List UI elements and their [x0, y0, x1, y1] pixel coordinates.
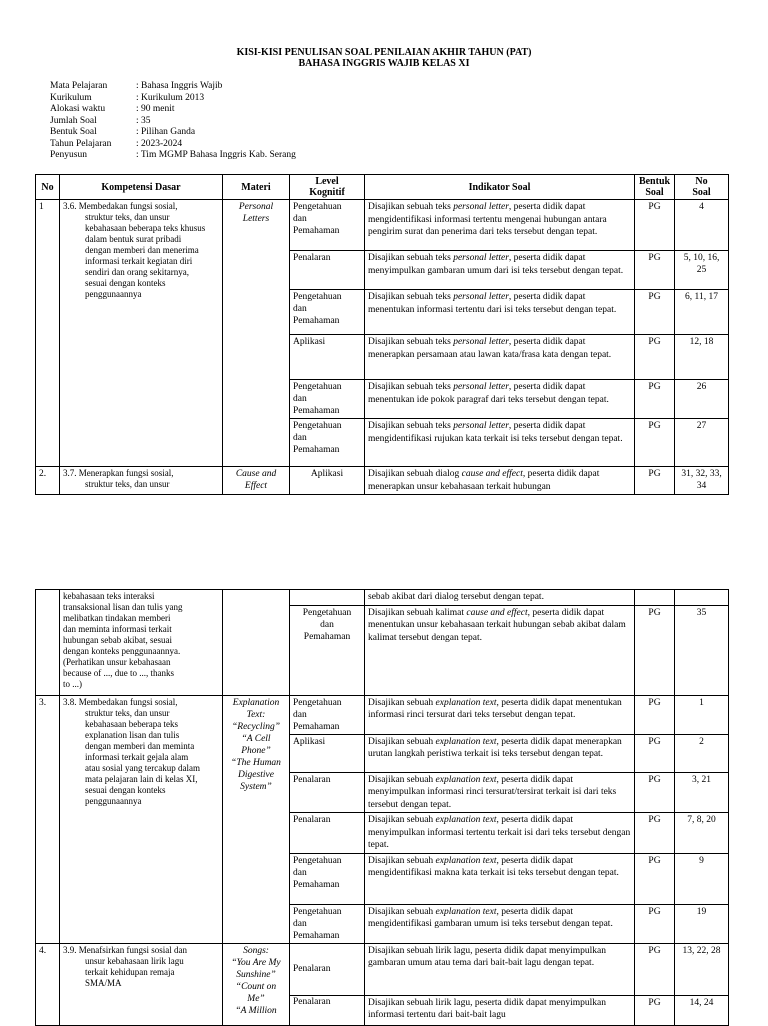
- bentuk-soal-cell: PG: [635, 200, 675, 251]
- no-soal-cell: 9: [675, 853, 729, 904]
- no-soal-cell: [675, 590, 729, 606]
- level-kognitif-cell: [290, 695, 365, 734]
- kd-text: Membedakan fungsi sosial,: [78, 201, 178, 211]
- level-text: Pengetahuan: [293, 421, 342, 431]
- kd-text: unsur kebahasaan lirik lagu: [85, 955, 184, 966]
- indikator-cell: [365, 251, 635, 290]
- indikator-italic: personal letter: [453, 337, 509, 347]
- no-soal-cell: 2: [675, 734, 729, 772]
- kd-text: transaksional lisan dan tulis yang: [63, 602, 183, 612]
- indikator-italic: explanation text: [435, 697, 497, 708]
- materi-text: “A Million: [235, 1005, 277, 1016]
- level-text: dan: [293, 433, 307, 443]
- indikator-text: , peserta didik dapat menerapkan urutan langkah peristiwa terkait isi teks tersebut dengan tepat.: [368, 736, 622, 759]
- level-text: Pemahaman: [293, 406, 340, 416]
- meta-row: [50, 127, 296, 139]
- kd-text: struktur teks, dan unsur: [85, 479, 170, 489]
- materi-cell: [223, 200, 290, 467]
- kd-text: struktur teks, dan unsur: [85, 707, 170, 718]
- indikator-cell: [365, 734, 635, 772]
- level-text: Pengetahuan: [293, 202, 342, 212]
- indikator-text: , peserta didik dapat mengidentifikasi informasi tertentu mengenai hubungan antara pengirim surat dan penerima dari teks tersebut dengan tepat.: [368, 202, 607, 237]
- no-soal-cell: 3, 21: [675, 772, 729, 813]
- indikator-italic: explanation text: [435, 774, 497, 785]
- level-text: Pemahaman: [293, 226, 340, 236]
- col-no: No: [36, 175, 60, 200]
- materi-text: “The Human: [231, 757, 281, 768]
- materi-text: Phone”: [241, 745, 271, 756]
- kd-text: sesuai dengan konteks: [85, 278, 166, 288]
- kd-text: Menafsirkan fungsi sosial dan: [78, 944, 187, 955]
- level-kognitif-cell: [290, 380, 365, 419]
- kd-text: mata pelajaran lain di kelas XI,: [85, 773, 198, 784]
- kd-first-line: [63, 697, 177, 707]
- level-text: dan: [293, 918, 307, 929]
- kd-text: to ...): [63, 679, 82, 689]
- meta-row: [50, 139, 296, 151]
- level-text: Pemahaman: [293, 445, 340, 455]
- kd-text: struktur teks, dan unsur: [85, 212, 170, 222]
- indikator-text: , peserta didik dapat menyimpulkan informasi rinci tersurat/tersirat terkait isi dari teks tersebut dengan tepat.: [368, 774, 617, 810]
- kd-text: dalam bentuk surat pribadi: [85, 234, 182, 244]
- indikator-text: Disajikan sebuah teks: [368, 337, 454, 347]
- kompetensi-dasar-cell: [60, 467, 223, 495]
- indikator-cell: [365, 813, 635, 854]
- level-text: Penalaran: [293, 253, 331, 263]
- indikator-text: Disajikan sebuah teks: [368, 202, 454, 212]
- no-soal-cell: 26: [675, 380, 729, 419]
- indikator-cell: [365, 995, 635, 1025]
- meta-value: : Bahasa Inggris Wajib: [136, 81, 223, 91]
- no-soal-cell: 31, 32, 33, 34: [675, 467, 729, 495]
- kd-text: informasi terkait kegiatan diri: [85, 256, 193, 266]
- kompetensi-dasar-cell: [60, 695, 223, 943]
- indikator-text: , peserta didik dapat menerapkan persamaan atau lawan kata/frasa kata dengan tepat.: [368, 337, 612, 360]
- indikator-italic: explanation text: [435, 855, 497, 866]
- indikator-italic: personal letter: [453, 202, 509, 212]
- kd-text: kebahasaan beberapa teks khusus: [85, 223, 206, 233]
- indikator-italic: personal letter: [453, 253, 509, 263]
- indikator-cell: [365, 419, 635, 467]
- no-soal-cell: 13, 22, 28: [675, 943, 729, 995]
- kd-first-line: [63, 468, 173, 478]
- kd-text: penggunaannya: [85, 795, 142, 806]
- materi-text: “Recycling”: [231, 721, 280, 732]
- kd-text: atau sosial yang tercakup dalam: [85, 762, 200, 773]
- table-row: [36, 590, 729, 606]
- kd-number: 3.8.: [63, 696, 79, 707]
- meta-value: : Pilihan Ganda: [136, 127, 196, 137]
- level-text: Penalaran: [293, 996, 331, 1007]
- level-text: Penalaran: [293, 774, 331, 785]
- materi-cell: [223, 695, 290, 943]
- indikator-text: , peserta didik dapat menentukan unsur kebahasaan terkait hubungan sebab akibat dalam kalimat tersebut dengan tepat.: [368, 607, 626, 643]
- meta-value: : 2023-2024: [136, 138, 183, 149]
- indikator-cell: [365, 290, 635, 335]
- indikator-italic: cause and effect: [466, 607, 528, 618]
- meta-key: Alokasi waktu: [50, 104, 106, 114]
- document-title: KISI-KISI PENULISAN SOAL PENILAIAN AKHIR TAHUN (PAT): [236, 47, 532, 58]
- meta-value: : Tim MGMP Bahasa Inggris Kab. Serang: [136, 150, 296, 160]
- kd-first-line: [63, 201, 177, 211]
- level-kognitif-cell: [290, 290, 365, 335]
- level-kognitif-cell: [290, 772, 365, 813]
- materi-text: Effect: [244, 481, 268, 491]
- level-text: dan: [293, 709, 307, 720]
- kd-number: 3.7.: [63, 468, 79, 478]
- no-soal-cell: 19: [675, 904, 729, 943]
- bentuk-soal-cell: PG: [635, 380, 675, 419]
- table-row: [36, 200, 729, 251]
- level-text: Aplikasi: [293, 337, 326, 347]
- level-text: Aplikasi: [310, 469, 344, 479]
- bentuk-soal-cell: PG: [635, 251, 675, 290]
- level-text: Pengetahuan: [293, 697, 342, 708]
- meta-value: : 35: [136, 115, 151, 126]
- table-row: [36, 467, 729, 495]
- kd-text: explanation lisan dan tulis: [85, 729, 180, 740]
- indikator-text: Disajikan sebuah kalimat: [368, 607, 467, 618]
- materi-text: Digestive: [238, 769, 274, 780]
- level-kognitif-cell: [290, 734, 365, 772]
- no-soal-cell: 6, 11, 17: [675, 290, 729, 335]
- materi-text: Cause and: [235, 469, 277, 479]
- indikator-text: Disajikan sebuah: [368, 736, 436, 747]
- meta-value: : 90 menit: [136, 104, 175, 114]
- kd-text: kebahasaan teks interaksi: [63, 591, 155, 601]
- indikator-text: Disajikan sebuah: [368, 774, 436, 785]
- level-text: Penalaran: [293, 963, 331, 974]
- meta-info: [50, 81, 296, 162]
- kompetensi-dasar-cell: [60, 590, 223, 696]
- indikator-text: Disajikan sebuah: [368, 855, 436, 866]
- no-soal-cell: 27: [675, 419, 729, 467]
- indikator-italic: explanation text: [435, 736, 497, 747]
- indikator-text: , peserta didik dapat mengidentifikasi makna kata terkait isi teks tersebut dengan tepat.: [368, 855, 619, 878]
- meta-value: : Kurikulum 2013: [136, 92, 205, 103]
- indikator-cell: [365, 695, 635, 734]
- materi-text: Text:: [246, 709, 266, 720]
- level-text: Pengetahuan: [302, 607, 352, 618]
- meta-key: Jumlah Soal: [50, 115, 97, 126]
- level-text: Pemahaman: [303, 631, 351, 642]
- kd-number: 3.9.: [63, 944, 79, 955]
- no-soal-cell: 12, 18: [675, 335, 729, 380]
- indikator-text: Disajikan sebuah dialog: [368, 469, 462, 479]
- kompetensi-dasar-cell: [60, 943, 223, 1025]
- indikator-cell: [365, 467, 635, 495]
- bentuk-soal-cell: PG: [635, 335, 675, 380]
- col-materi: Materi: [223, 175, 290, 200]
- col-kompetensi-dasar: Kompetensi Dasar: [60, 175, 223, 200]
- indikator-text: , peserta didik dapat mengidentifikasi gambaran umum isi teks tersebut dengan tepat.: [368, 906, 613, 929]
- level-kognitif-cell: [290, 904, 365, 943]
- bentuk-soal-cell: PG: [635, 943, 675, 995]
- kd-text: sendiri dan orang sekitarnya,: [85, 267, 189, 277]
- indikator-cell: [365, 943, 635, 995]
- indikator-italic: personal letter: [453, 382, 509, 392]
- level-text: dan: [293, 214, 307, 224]
- level-text: Pemahaman: [293, 930, 340, 941]
- indikator-text: , peserta didik dapat menerapkan unsur kebahasaan terkait hubungan: [368, 469, 600, 492]
- level-text: Pemahaman: [293, 879, 340, 890]
- level-text: Aplikasi: [293, 736, 326, 747]
- indikator-italic: cause and effect: [461, 469, 523, 479]
- level-text: Pengetahuan: [293, 906, 342, 917]
- kd-text: SMA/MA: [85, 977, 122, 988]
- level-kognitif-cell: [290, 813, 365, 854]
- indikator-text: Disajikan sebuah teks: [368, 382, 454, 392]
- level-text: Pengetahuan: [293, 855, 342, 866]
- no-soal-cell: 4: [675, 200, 729, 251]
- kd-text: penggunaannya: [85, 289, 142, 299]
- col-bentuk-soal: Bentuk Soal: [635, 175, 675, 200]
- indikator-text: Disajikan sebuah teks: [368, 292, 454, 302]
- bentuk-soal-cell: PG: [635, 419, 675, 467]
- bentuk-soal-cell: [635, 590, 675, 606]
- materi-text: Sunshine”: [236, 969, 276, 980]
- indikator-italic: explanation text: [435, 815, 497, 825]
- level-text: Pemahaman: [293, 721, 340, 732]
- level-text: dan: [320, 619, 334, 630]
- kd-text: Membedakan fungsi sosial,: [78, 696, 178, 707]
- indikator-text: , peserta didik dapat menyimpulkan informasi tertentu terkait isi dari teks tersebut dengan tepat.: [368, 815, 631, 850]
- kisi-table-page1: [35, 174, 729, 495]
- col-level-kognitif: Level Kognitif: [290, 175, 365, 200]
- indikator-text: Disajikan sebuah lirik lagu, peserta didik dapat menyimpulkan gambaran umum atau tema dari bait-bait lagu dengan tepat.: [368, 945, 606, 968]
- no-soal-cell: 5, 10, 16, 25: [675, 251, 729, 290]
- no-soal-cell: 35: [675, 605, 729, 695]
- meta-key: Tahun Pelajaran: [50, 138, 112, 149]
- materi-text: “You Are My: [231, 957, 281, 968]
- col-indikator-soal: Indikator Soal: [365, 175, 635, 200]
- level-text: dan: [293, 304, 307, 314]
- level-kognitif-cell: [290, 251, 365, 290]
- level-text: dan: [293, 394, 307, 404]
- kd-text: because of ..., due to ..., thanks: [63, 668, 174, 678]
- bentuk-soal-cell: PG: [635, 813, 675, 854]
- row-number: 2.: [36, 467, 60, 495]
- materi-text: Personal: [238, 202, 274, 212]
- table-row: [36, 695, 729, 734]
- kd-text: hubungan sebab akibat, sesuai: [63, 635, 172, 645]
- materi-text: System”: [240, 781, 272, 792]
- kd-first-line: [63, 945, 187, 955]
- meta-row: [50, 150, 296, 162]
- bentuk-soal-cell: PG: [635, 605, 675, 695]
- indikator-text: , peserta didik dapat menentukan informasi rinci tersurat dari teks tersebut dengan tepat.: [368, 697, 622, 720]
- no-soal-cell: 1: [675, 695, 729, 734]
- indikator-cell: [365, 335, 635, 380]
- kd-text: dengan memberi dan meminta: [85, 740, 195, 751]
- kd-text: terkait kehidupan remaja: [85, 966, 175, 977]
- bentuk-soal-cell: PG: [635, 734, 675, 772]
- meta-key: Mata Pelajaran: [50, 81, 108, 91]
- level-kognitif-cell: [290, 467, 365, 495]
- level-kognitif-cell: [290, 335, 365, 380]
- materi-cell: [223, 467, 290, 495]
- indikator-cell: [365, 380, 635, 419]
- level-kognitif-cell: [290, 590, 365, 606]
- no-soal-cell: 14, 24: [675, 995, 729, 1025]
- kisi-table-page2: [35, 589, 729, 1026]
- row-number: 1: [36, 200, 60, 467]
- materi-cell: [223, 590, 290, 696]
- materi-text: “Count on: [235, 981, 277, 992]
- meta-row: [50, 116, 296, 128]
- meta-row: [50, 81, 296, 93]
- indikator-text: Disajikan sebuah teks: [368, 253, 454, 263]
- row-number: 4.: [36, 943, 60, 1025]
- indikator-text: , peserta didik dapat menyimpulkan gambaran umum dari isi teks tersebut dengan tepat.: [368, 253, 624, 276]
- materi-text: Me”: [247, 993, 265, 1004]
- kd-text: informasi terkait gejala alam: [85, 751, 189, 762]
- row-number: [36, 590, 60, 696]
- level-kognitif-cell: [290, 605, 365, 695]
- indikator-text: , peserta didik dapat mengidentifikasi rujukan kata terkait isi teks tersebut dengan tepat.: [368, 421, 623, 444]
- meta-row: [50, 104, 296, 116]
- row-number: 3.: [36, 695, 60, 943]
- meta-key: Bentuk Soal: [50, 127, 97, 137]
- indikator-italic: explanation text: [435, 906, 497, 917]
- kd-text: (Perhatikan unsur kebahasaan: [63, 657, 171, 667]
- indikator-cell: [365, 904, 635, 943]
- indikator-cell: [365, 200, 635, 251]
- indikator-text: Disajikan sebuah: [368, 906, 436, 917]
- materi-text: Letters: [242, 214, 270, 224]
- level-text: Pengetahuan: [293, 382, 342, 392]
- level-text: dan: [293, 867, 307, 878]
- materi-text: “A Cell: [241, 733, 271, 744]
- indikator-text: Disajikan sebuah teks: [368, 421, 454, 431]
- level-text: Penalaran: [293, 815, 331, 825]
- level-kognitif-cell: [290, 853, 365, 904]
- level-kognitif-cell: [290, 200, 365, 251]
- table-row: [36, 943, 729, 995]
- bentuk-soal-cell: PG: [635, 995, 675, 1025]
- kd-text: kebahasaan beberapa teks: [85, 718, 178, 729]
- kd-text: dan meminta informasi terkait: [63, 624, 172, 634]
- indikator-text: Disajikan sebuah lirik lagu, peserta didik dapat menyimpulkan informasi tertentu dari bait-bait lagu: [368, 997, 606, 1020]
- bentuk-soal-cell: PG: [635, 904, 675, 943]
- bentuk-soal-cell: PG: [635, 853, 675, 904]
- level-kognitif-cell: [290, 995, 365, 1025]
- kd-text: dengan memberi dan menerima: [85, 245, 199, 255]
- indikator-cell: sebab akibat dari dialog tersebut dengan tepat.: [365, 590, 635, 606]
- bentuk-soal-cell: PG: [635, 467, 675, 495]
- indikator-text: Disajikan sebuah: [368, 697, 436, 708]
- kd-text: melibatkan tindakan memberi: [63, 613, 171, 623]
- document-subtitle: BAHASA INGGRIS WAJIB KELAS XI: [298, 58, 470, 69]
- meta-key: Kurikulum: [50, 92, 92, 103]
- kompetensi-dasar-cell: [60, 200, 223, 467]
- indikator-italic: personal letter: [453, 421, 509, 431]
- indikator-italic: personal letter: [453, 292, 509, 302]
- level-text: Pengetahuan: [293, 292, 342, 302]
- bentuk-soal-cell: PG: [635, 290, 675, 335]
- kd-text: dengan konteks penggunaannya.: [63, 646, 181, 656]
- materi-cell: [223, 943, 290, 1025]
- kd-number: 3.6.: [63, 201, 79, 211]
- level-kognitif-cell: [290, 419, 365, 467]
- indikator-text: Disajikan sebuah: [368, 815, 436, 825]
- level-text: Pemahaman: [293, 316, 340, 326]
- materi-text: Explanation: [232, 697, 280, 708]
- no-soal-cell: 7, 8, 20: [675, 813, 729, 854]
- meta-key: Penyusun: [50, 150, 87, 160]
- level-kognitif-cell: [290, 943, 365, 995]
- bentuk-soal-cell: PG: [635, 772, 675, 813]
- indikator-cell: [365, 605, 635, 695]
- indikator-text: , peserta didik dapat menentukan ide pokok paragraf dari teks tersebut dengan tepat.: [368, 382, 609, 405]
- meta-row: [50, 93, 296, 105]
- indikator-text: , peserta didik dapat menentukan informasi tertentu dari isi teks tersebut dengan tepat.: [368, 292, 617, 315]
- indikator-cell: [365, 772, 635, 813]
- col-no-soal: No Soal: [675, 175, 729, 200]
- bentuk-soal-cell: PG: [635, 695, 675, 734]
- kd-text: Menerapkan fungsi sosial,: [78, 468, 174, 478]
- kd-text: sesuai dengan konteks: [85, 784, 166, 795]
- materi-text: Songs:: [243, 945, 269, 956]
- indikator-cell: [365, 853, 635, 904]
